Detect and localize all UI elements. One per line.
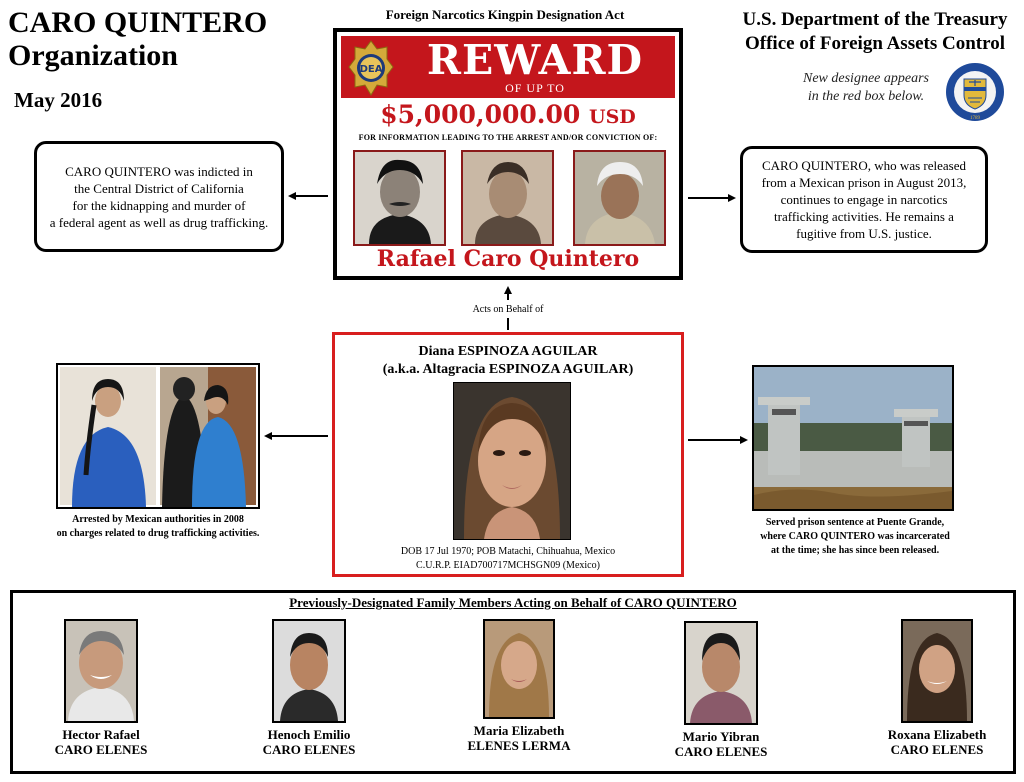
dea-badge-icon	[347, 39, 395, 97]
prison-photo-icon	[754, 367, 952, 509]
arrow-head-icon	[740, 436, 748, 444]
arrest-caption-line: Arrested by Mexican authorities in 2008	[72, 514, 244, 525]
member-first-name: Henoch Emilio	[267, 727, 351, 742]
member-photo	[483, 619, 555, 719]
designee-info	[335, 545, 681, 573]
reward-poster	[333, 28, 683, 280]
indictment-line: CARO QUINTERO was indicted in	[65, 163, 253, 179]
wanted-name: Rafael Caro Quintero	[376, 246, 640, 272]
reward-amount-value: $5,000,000.00	[380, 100, 581, 129]
prison-photo	[752, 365, 954, 511]
member-photo	[272, 619, 346, 723]
fugitive-line: from a Mexican prison in August 2013,	[761, 175, 967, 190]
family-member	[857, 619, 1017, 757]
new-designee-line1: New designee appears	[803, 71, 929, 86]
reward-up-to: OF UP TO	[505, 81, 565, 95]
member-photo	[901, 619, 973, 723]
arrow-head-icon	[728, 194, 736, 202]
arrest-caption-line: on charges related to drug trafficking activities.	[56, 528, 260, 539]
reward-heading: REWARD	[426, 36, 644, 84]
family-title: Previously-Designated Family Members Acting on Behalf of CARO QUINTERO	[289, 595, 737, 610]
prison-caption-line: where CARO QUINTERO was incarcerated	[760, 531, 950, 542]
person-photo-icon	[66, 621, 136, 721]
new-designee-box	[332, 332, 684, 577]
member-name	[21, 727, 181, 757]
arrest-caption	[20, 513, 296, 541]
organization-title	[8, 6, 267, 72]
new-designee-note	[786, 70, 946, 106]
prison-caption-line: Served prison sentence at Puente Grande,	[765, 517, 945, 528]
agency-line2: Office of Foreign Assets Control	[745, 33, 1005, 54]
member-first-name: Mario Yibran	[682, 729, 760, 744]
arrow-head-icon	[288, 192, 296, 200]
designee-dob: DOB 17 Jul 1970; POB Matachi, Chihuahua, Mexico	[400, 546, 616, 557]
member-first-name: Roxana Elizabeth	[887, 727, 987, 742]
org-title-line2: Organization	[8, 39, 178, 72]
prison-caption-line: at the time; she has since been released.	[770, 545, 940, 556]
reward-amount	[341, 100, 675, 129]
new-designee-line2: in the red box below.	[807, 89, 925, 104]
indictment-note	[34, 141, 284, 252]
family-member	[21, 619, 181, 757]
person-photo-icon	[355, 152, 444, 244]
member-first-name: Maria Elizabeth	[473, 723, 565, 738]
person-photo-icon	[485, 621, 553, 717]
act-title: Foreign Narcotics Kingpin Designation Act	[385, 7, 625, 22]
family-member	[229, 619, 389, 757]
acts-on-behalf-label: Acts on Behalf of	[472, 304, 544, 315]
arrest-photos	[56, 363, 260, 509]
fugitive-line: fugitive from U.S. justice.	[796, 226, 932, 241]
designee-aka: (a.k.a. Altagracia ESPINOZA AGUILAR)	[382, 362, 634, 377]
designee-name: Diana ESPINOZA AGUILAR	[418, 344, 598, 359]
agency-title	[730, 8, 1020, 56]
member-name	[857, 727, 1017, 757]
person-photo-icon	[274, 621, 344, 721]
member-photo	[684, 621, 758, 725]
arrow-head-icon	[504, 286, 512, 294]
chart-date: May 2016	[14, 88, 103, 112]
fugitive-line: trafficking activities. He remains a	[774, 209, 954, 224]
person-photo-icon	[575, 152, 664, 244]
family-member	[439, 619, 599, 753]
prison-caption	[740, 516, 970, 558]
member-name	[229, 727, 389, 757]
member-last-name: CARO ELENES	[890, 742, 984, 757]
member-last-name: ELENES LERMA	[467, 738, 571, 753]
designee-curp: C.U.R.P. EIAD700717MCHSGN09 (Mexico)	[416, 560, 600, 571]
member-last-name: CARO ELENES	[262, 742, 356, 757]
poster-photo-2	[461, 150, 554, 246]
person-photo-icon	[454, 383, 570, 539]
family-members-box	[10, 590, 1016, 774]
reward-banner	[341, 36, 675, 98]
indictment-line: a federal agent as well as drug trafficking.	[49, 214, 269, 230]
fugitive-note	[740, 146, 988, 253]
member-last-name: CARO ELENES	[674, 744, 768, 759]
fugitive-line: CARO QUINTERO, who was released	[761, 158, 966, 173]
family-member	[641, 621, 801, 759]
poster-photo-1	[353, 150, 446, 246]
member-photo	[64, 619, 138, 723]
designee-photo	[453, 382, 571, 540]
member-first-name: Hector Rafael	[62, 727, 140, 742]
fugitive-line: continues to engage in narcotics	[780, 192, 948, 207]
poster-photo-3	[573, 150, 666, 246]
org-title-line1: CARO QUINTERO	[8, 6, 268, 39]
person-photo-icon	[903, 621, 971, 721]
reward-currency: USD	[589, 106, 636, 128]
indictment-line: the Central District of California	[74, 180, 244, 196]
dea-badge-text: DEA	[359, 64, 383, 75]
member-name	[641, 729, 801, 759]
treasury-seal-icon	[940, 62, 1010, 122]
person-photo-icon	[686, 623, 756, 723]
member-last-name: CARO ELENES	[54, 742, 148, 757]
arrest-photo-icon	[58, 365, 258, 507]
agency-line1: U.S. Department of the Treasury	[742, 9, 1008, 30]
indictment-line: for the kidnapping and murder of	[72, 197, 246, 213]
reward-conditions: FOR INFORMATION LEADING TO THE ARREST AND/OR CONVICTION OF:	[358, 133, 658, 142]
member-name	[439, 723, 599, 753]
designee-name-block	[335, 343, 681, 379]
seal-year: 1789	[970, 116, 980, 121]
person-photo-icon	[463, 152, 552, 244]
arrow-head-icon	[264, 432, 272, 440]
